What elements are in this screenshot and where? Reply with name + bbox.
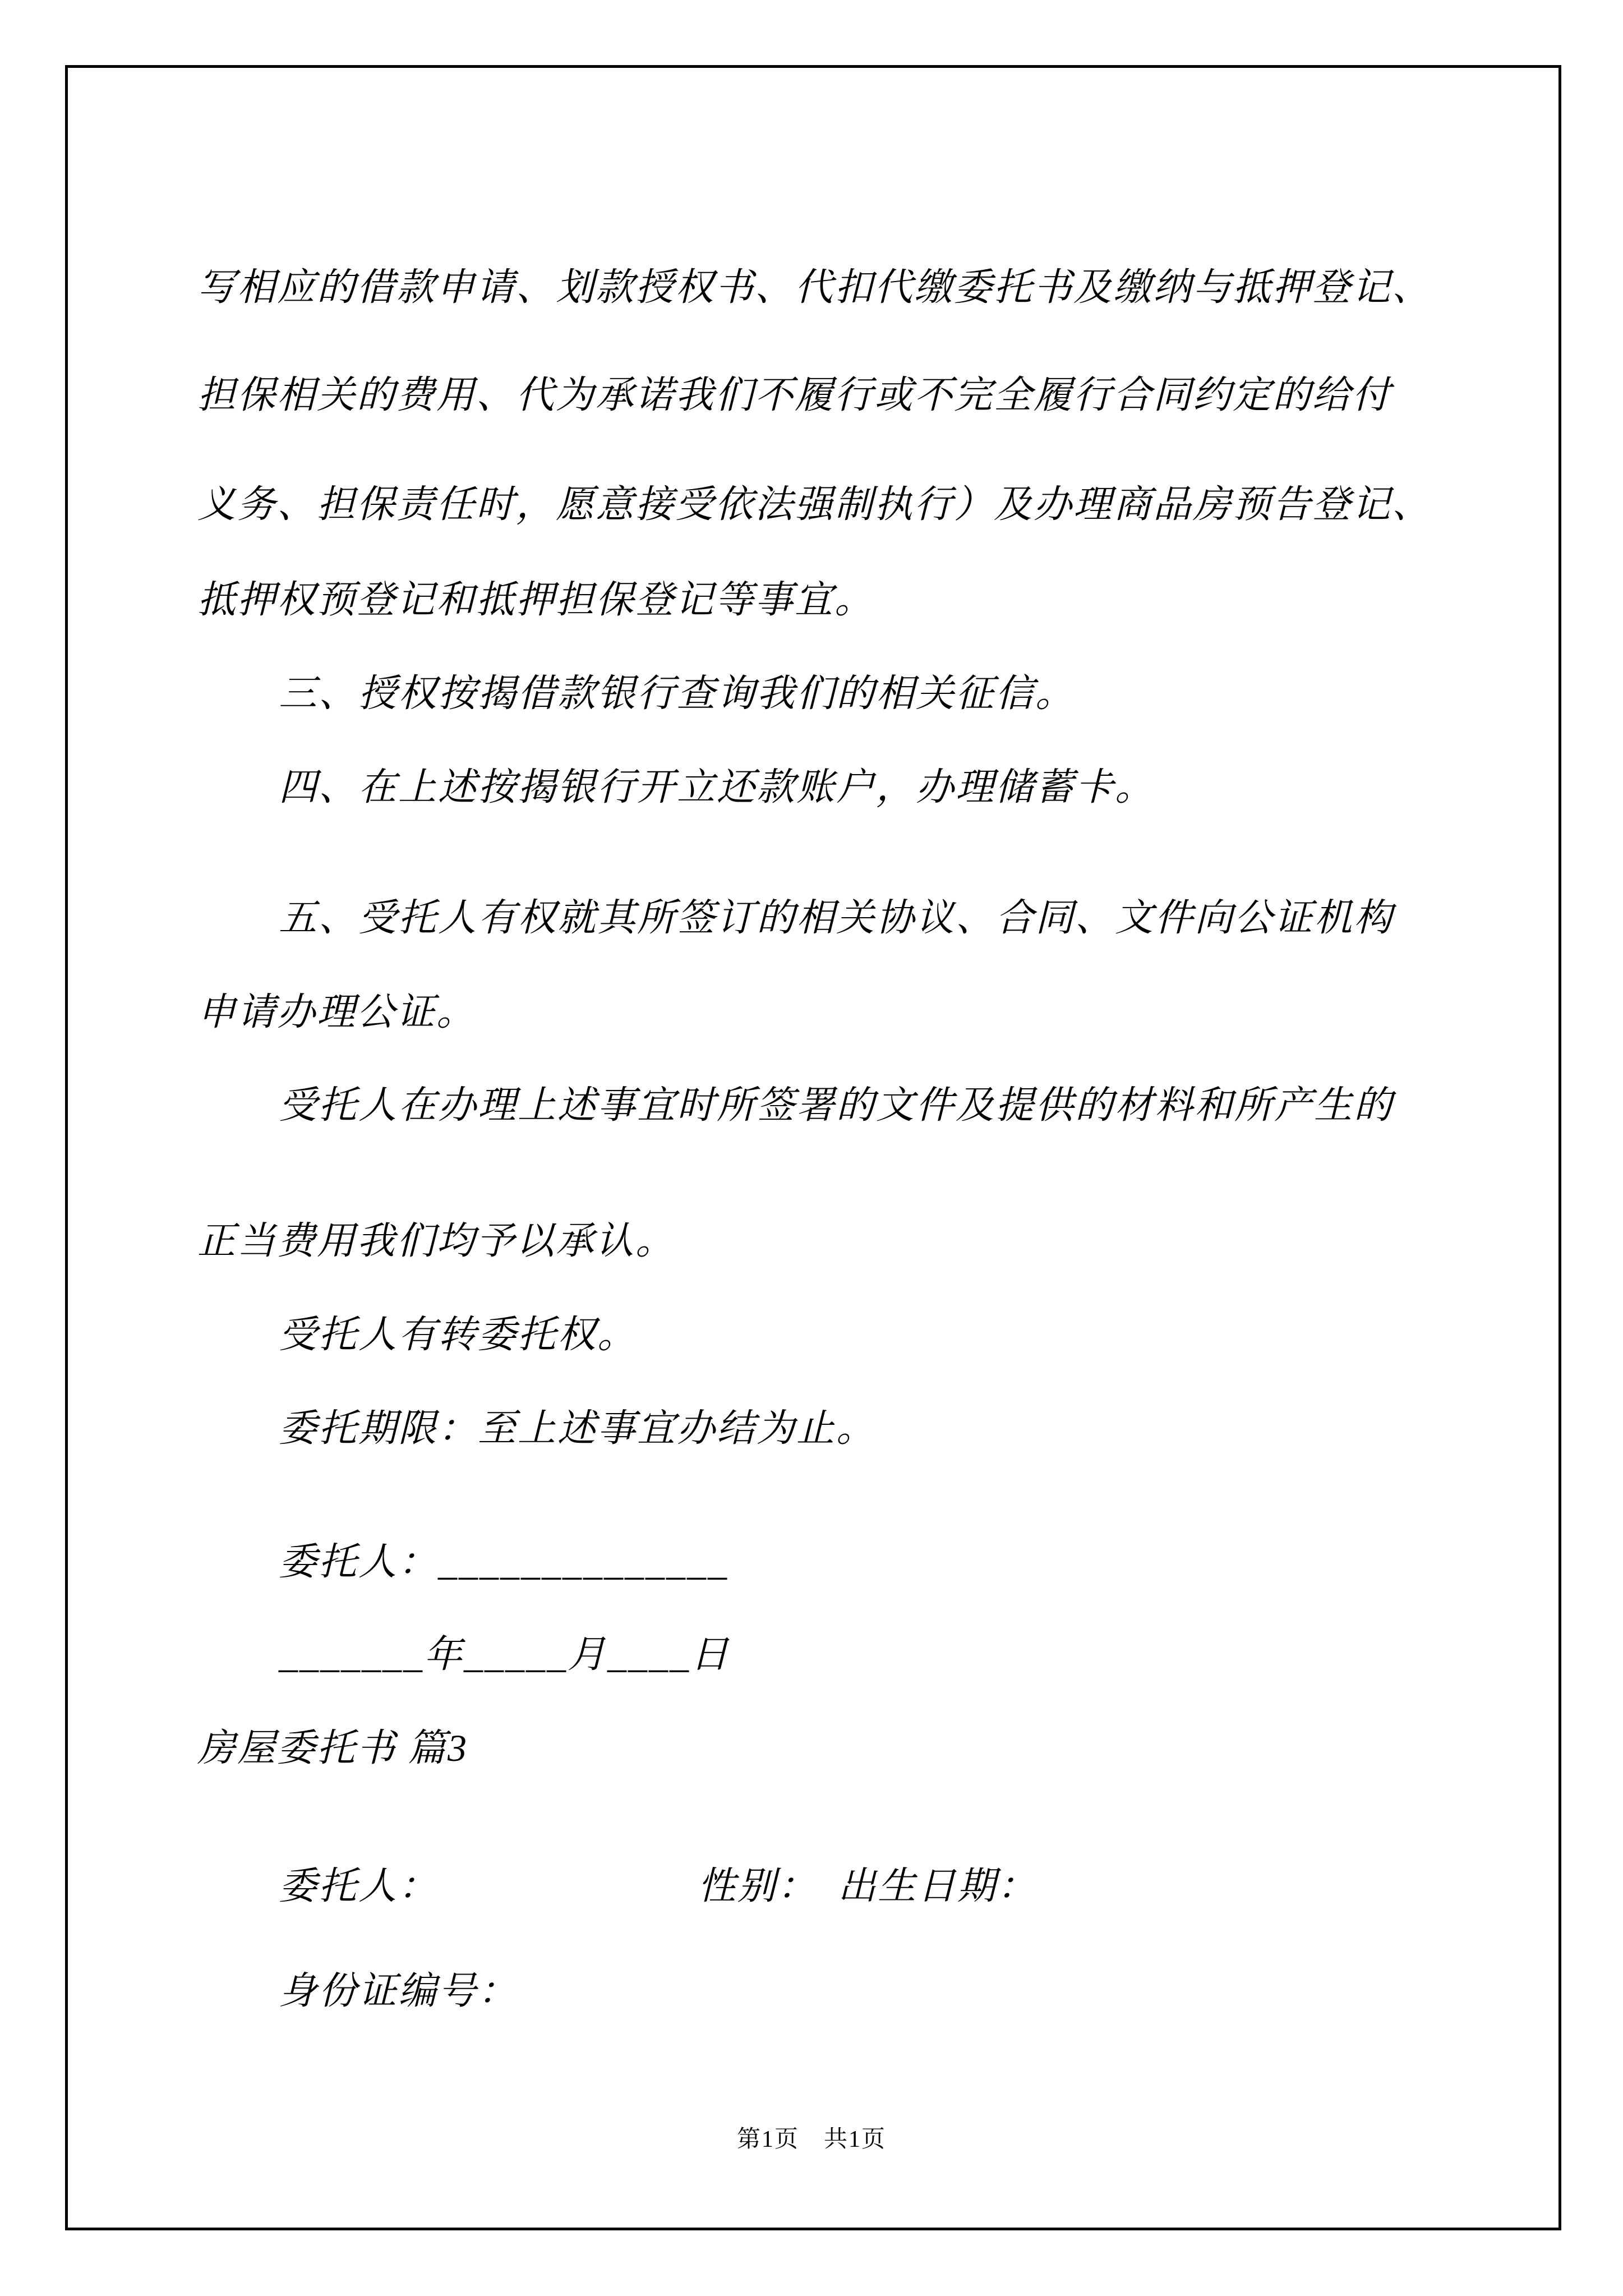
doc-line-5: 三、授权按揭借款银行查询我们的相关征信。 <box>279 672 1076 715</box>
doc-line-2: 担保相关的费用、代为承诺我们不履行或不完全履行合同约定的给付 <box>197 374 1393 416</box>
doc-line-13-principal-signature-blank: 委托人：______________ <box>279 1540 729 1583</box>
doc-line-16-principal-info: 委托人： 性别： 出生日期： <box>279 1865 1038 1907</box>
doc-line-12: 委托期限：至上述事宜办结为止。 <box>279 1407 877 1450</box>
doc-line-1: 写相应的借款申请、划款授权书、代扣代缴委托书及缴纳与抵押登记、 <box>197 266 1432 309</box>
doc-line-17-id-number: 身份证编号： <box>279 1970 518 2012</box>
doc-line-15-section-heading: 房屋委托书 篇3 <box>197 1727 469 1769</box>
doc-line-3: 义务、担保责任时，愿意接受依法强制执行）及办理商品房预告登记、 <box>197 483 1432 526</box>
page-footer: 第1页 共1页 <box>736 2127 886 2152</box>
doc-line-9: 受托人在办理上述事宜时所签署的文件及提供的材料和所产生的 <box>279 1084 1394 1126</box>
doc-line-14-date-blank: _______年_____月____日 <box>279 1633 731 1676</box>
doc-line-6: 四、在上述按揭银行开立还款账户，办理储蓄卡。 <box>279 766 1155 808</box>
doc-line-10: 正当费用我们均予以承认。 <box>197 1220 676 1262</box>
doc-line-11: 受托人有转委托权。 <box>279 1313 638 1356</box>
doc-line-8: 申请办理公证。 <box>197 991 477 1033</box>
doc-line-7: 五、受托人有权就其所签订的相关协议、合同、文件向公证机构 <box>279 896 1394 939</box>
doc-line-4: 抵押权预登记和抵押担保登记等事宜。 <box>197 578 875 621</box>
